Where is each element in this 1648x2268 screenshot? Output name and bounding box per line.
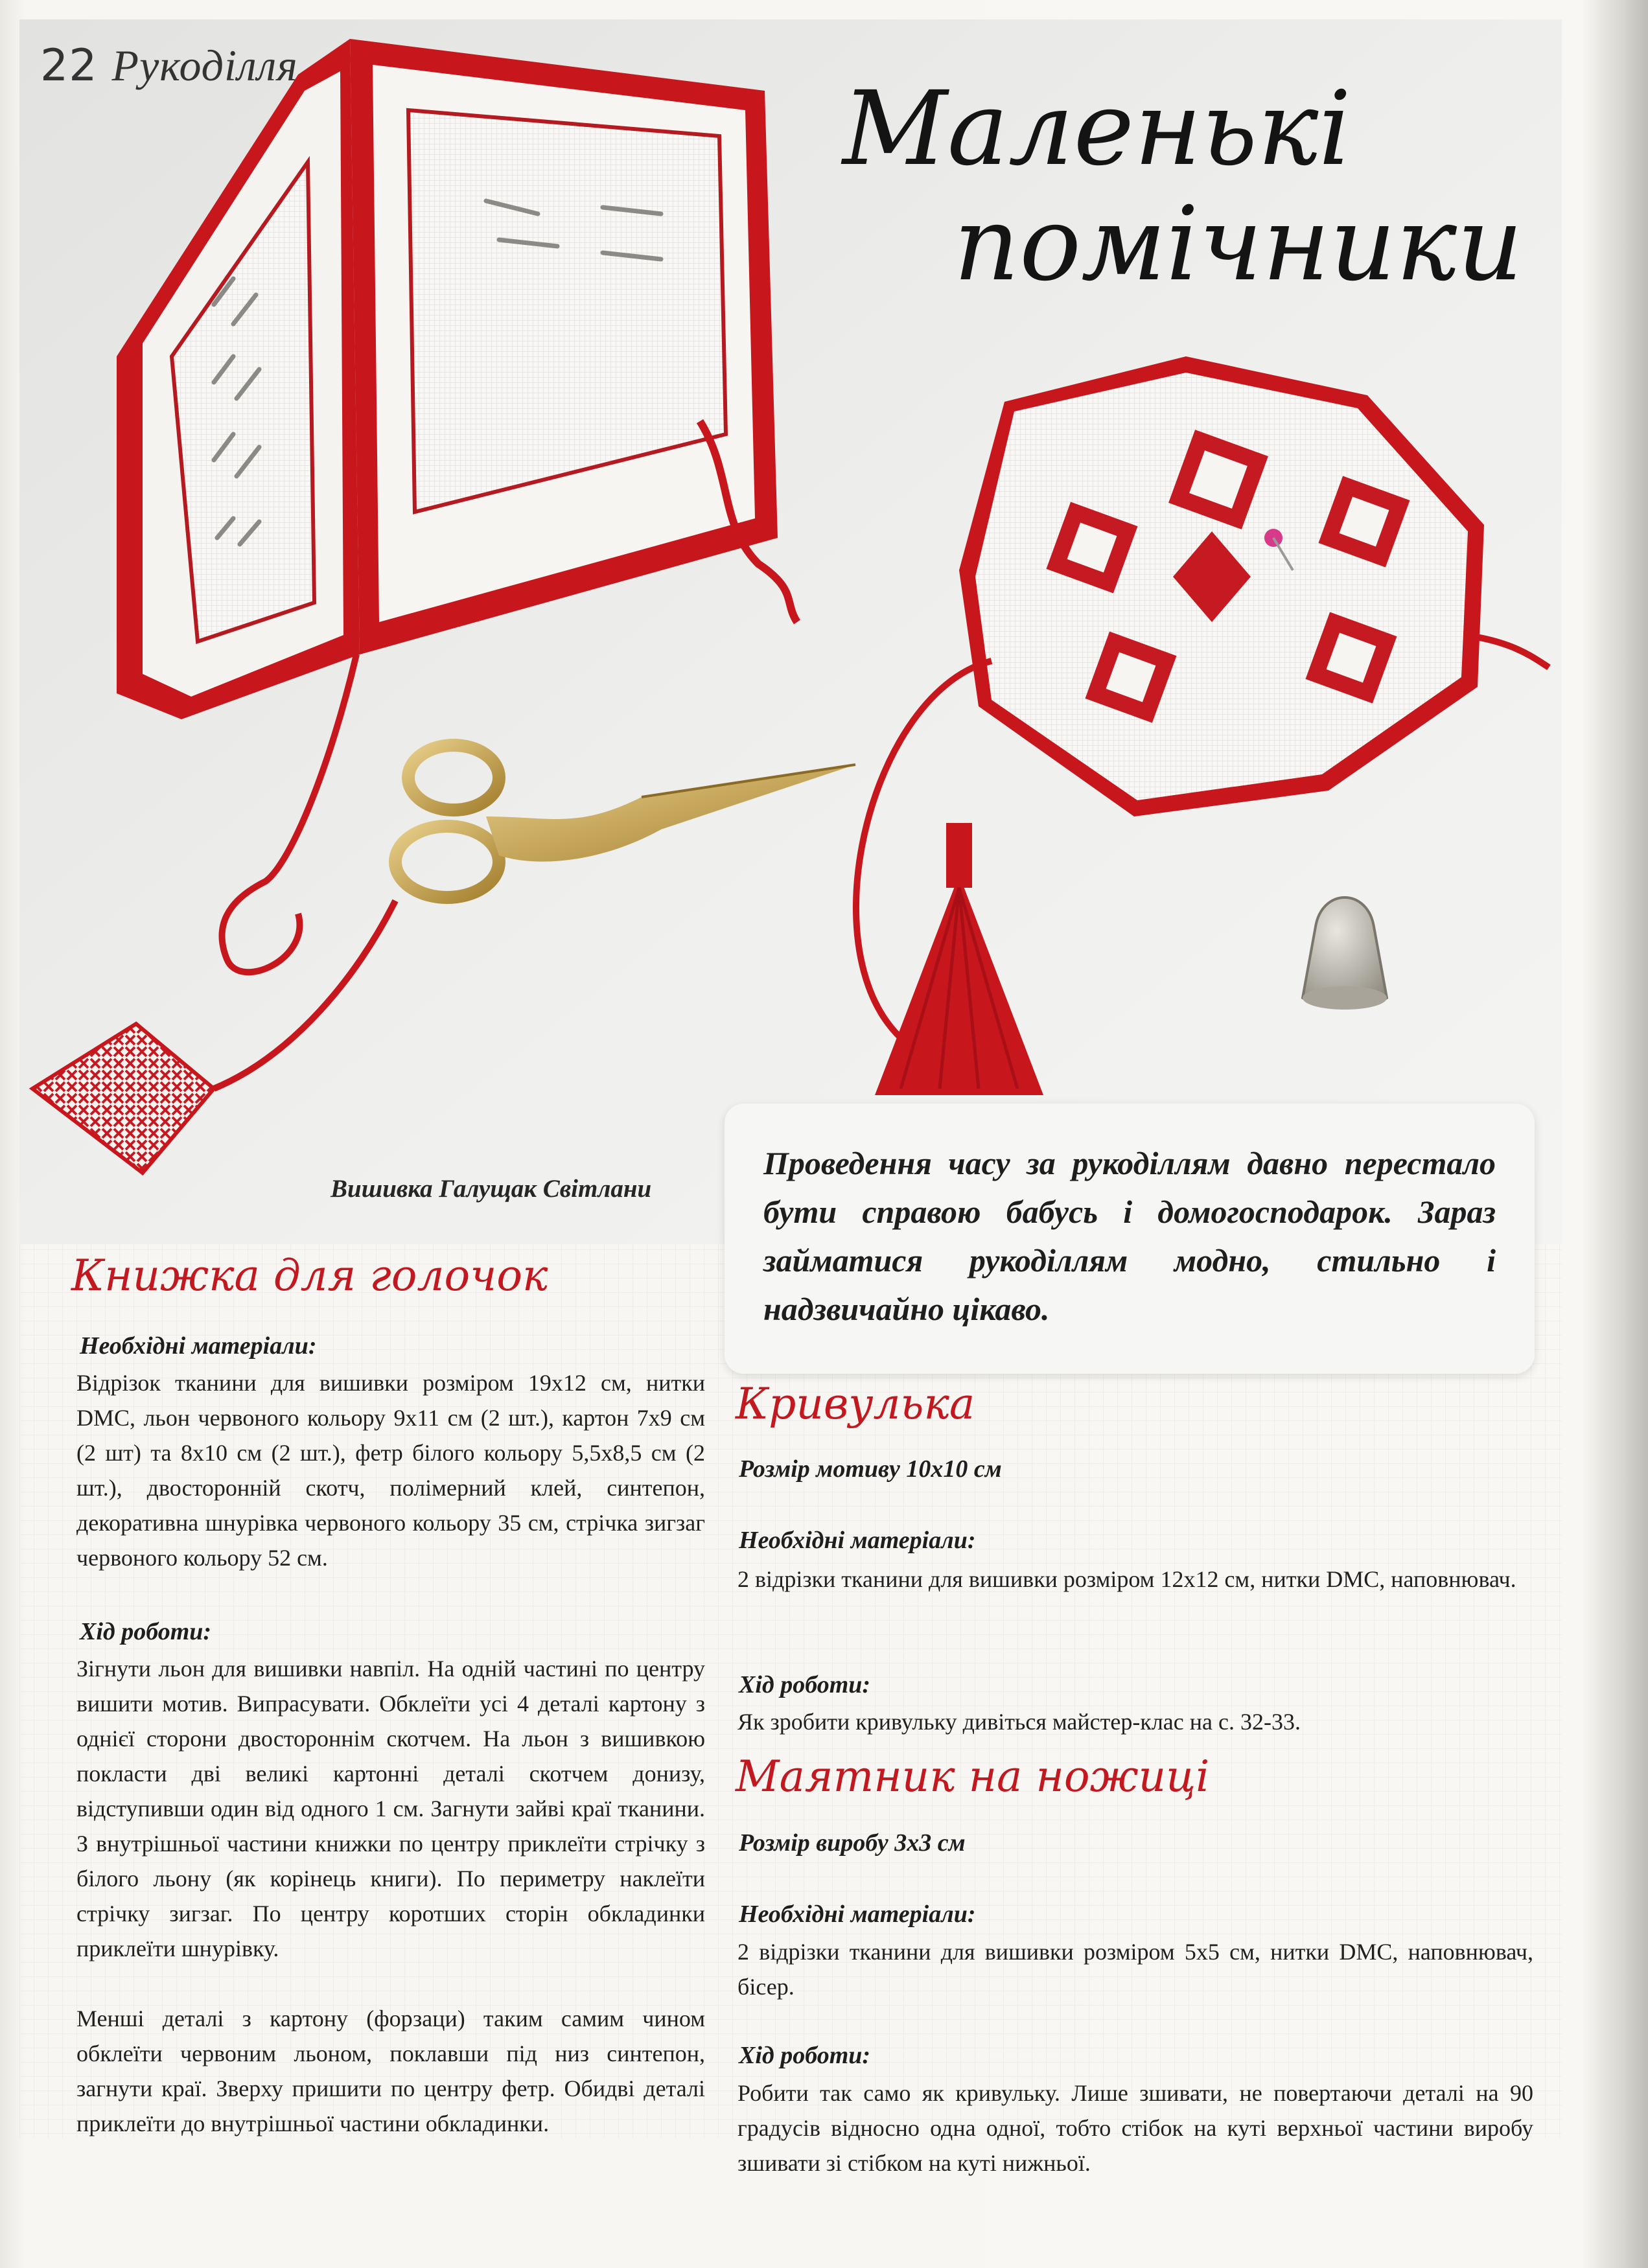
- page-number: 22: [40, 40, 98, 91]
- section-title-pendulum: Маятник на ножиці: [736, 1752, 1210, 1801]
- kryvulka-size: Розмір мотиву 10х10 см: [739, 1455, 1002, 1483]
- section-title-needle-book: Книжка для голочок: [71, 1251, 548, 1301]
- photo-credit: Вишивка Галущак Світлани: [331, 1175, 652, 1203]
- kryvulka-steps: Як зробити кривульку дивіться майстер-клас на с. 32-33.: [737, 1709, 1301, 1735]
- pendulum-steps-label: Хід роботи:: [739, 2042, 871, 2069]
- needle-book-materials: Відрізок тканини для вишивки розміром 19х12 см, нитки DMC, льон червоного кольору 9х11 см (2 шт.), картон 7х9 см (2 шт) та 8х10 см (2 шт.), фетр білого кольору 5,5х8,5 см (2 шт.), двосторонній скотч, полімерний клей, синтепон, декоративна шнурівка червоного кольору 35 см, стрічка зигзаг червоного кольору 52 см.: [76, 1370, 705, 1571]
- needle-book-steps-2: Менші деталі з картону (форзаци) таким самим чином обклеїти червоним льоном, поклавши під низ синтепон, загнути краї. Зверху пришити по центру фетр. Обидві деталі приклеїти до внутрішньої частини обкладинки.: [76, 2006, 705, 2136]
- pendulum-size: Розмір виробу 3х3 см: [739, 1829, 966, 1857]
- needle-book-materials-label: Необхідні матеріали:: [80, 1332, 317, 1360]
- article-title: [797, 69, 1536, 304]
- kryvulka-materials: 2 відрізки тканини для вишивки розміром 12х12 см, нитки DMC, наповнювач.: [737, 1566, 1516, 1592]
- pendulum-materials-label: Необхідні матеріали:: [739, 1901, 976, 1928]
- needle-book-steps-label: Хід роботи:: [80, 1618, 212, 1645]
- magazine-name: Рукоділля: [111, 41, 298, 90]
- title-line-1: Маленькі: [842, 69, 1352, 189]
- section-title-kryvulka: Кривулька: [736, 1379, 975, 1429]
- kryvulka-steps-label: Хід роботи:: [739, 1671, 871, 1698]
- kryvulka-materials-label: Необхідні матеріали:: [739, 1527, 976, 1554]
- pendulum-steps: Робити так само як кривульку. Лише зшивати, не повертаючи деталі на 90 градусів відносно одна одної, тобто стібок на куті верхньої частини виробу зшивати зі стібком на куті нижньої.: [737, 2080, 1533, 2176]
- running-header: [40, 40, 298, 91]
- pendulum-materials: 2 відрізки тканини для вишивки розміром 5х5 см, нитки DMC, наповнювач, бісер.: [737, 1939, 1533, 2000]
- title-line-2: помічники: [953, 185, 1523, 304]
- intro-box: [725, 1104, 1535, 1374]
- intro-text: Проведення часу за рукоділлям давно перестало бути справою бабусь і домогосподарок. Зараз займатися рукоділлям модно, стильно і надзвичайно цікаво.: [763, 1145, 1496, 1327]
- needle-book-steps-1: Зігнути льон для вишивки навпіл. На одній частині по центру вишити мотив. Випрасувати. Обклеїти усі 4 деталі картону з однієї сторони двостороннім скотчем. На льон з вишивкою покласти дві великі картонні деталі скотчем донизу, відступивши один від одного 1 см. Загнути зайві краї тканини. З внутрішньої частини книжки по центру приклеїти стрічку з білого льону (як корінець книги). По периметру наклеїти стрічку зигзаг. По центру коротших сторін обкладинки приклеїти шнурівку.: [76, 1656, 705, 1961]
